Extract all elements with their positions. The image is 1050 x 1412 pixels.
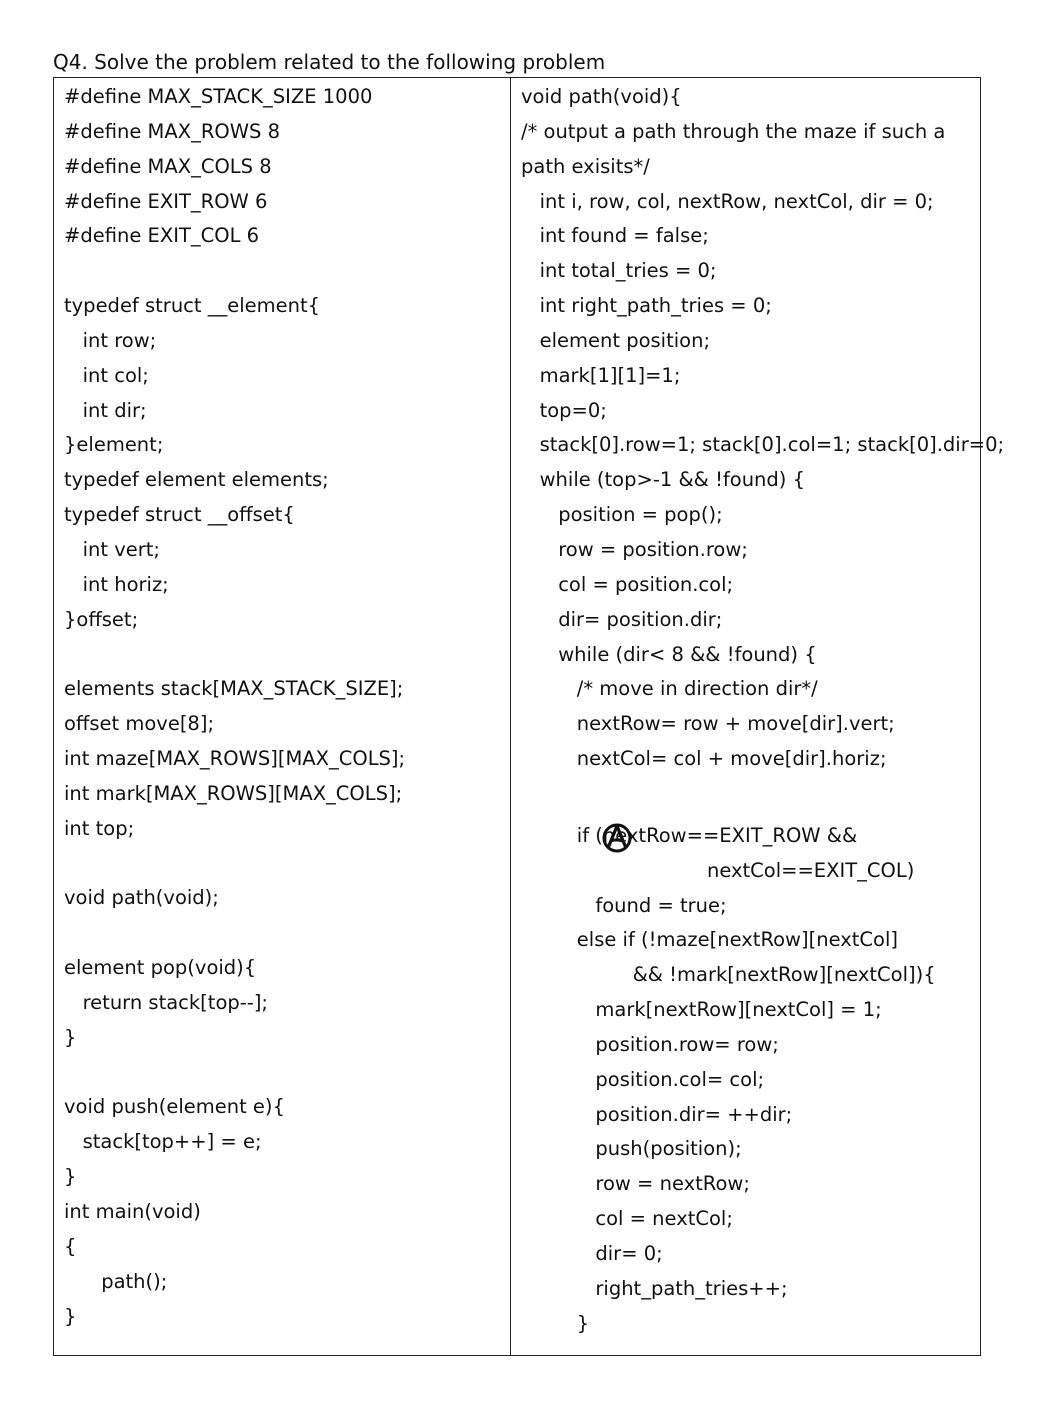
code-line: }element; xyxy=(64,433,164,457)
code-line: right_path_tries++; xyxy=(521,1276,788,1300)
anarchy-a-marker-icon xyxy=(602,823,632,853)
path-function-code-top xyxy=(521,80,1005,777)
code-line: void path(void){ xyxy=(521,85,682,108)
code-line: } xyxy=(64,1025,77,1049)
code-line: int right_path_tries = 0; xyxy=(521,294,772,318)
code-line: int col; xyxy=(64,363,149,387)
code-line xyxy=(64,254,504,289)
code-line: path exisits*/ xyxy=(521,154,650,178)
code-line: #define EXIT_COL 6 xyxy=(64,224,260,248)
code-line: int total_tries = 0; xyxy=(521,259,717,283)
code-line: else if (!maze[nextRow][nextCol] xyxy=(521,928,898,952)
code-line: } xyxy=(64,1165,77,1189)
code-line: nextRow= row + move[dir].vert; xyxy=(521,712,895,736)
code-line: nextCol= col + move[dir].horiz; xyxy=(521,747,887,771)
code-line: void path(void); xyxy=(64,886,219,910)
code-line: element position; xyxy=(521,328,711,352)
code-line: dir= position.dir; xyxy=(521,607,723,631)
code-line: offset move[8]; xyxy=(64,712,215,736)
code-line: #define EXIT_ROW 6 xyxy=(64,189,268,213)
code-line: && !mark[nextRow][nextCol]){ xyxy=(521,963,936,987)
code-line: void push(element e){ xyxy=(64,1095,285,1119)
code-line: position.dir= ++dir; xyxy=(521,1102,793,1126)
code-line: row = position.row; xyxy=(521,537,748,561)
code-line: int found = false; xyxy=(521,224,709,248)
code-line: int dir; xyxy=(64,398,147,422)
code-line: element pop(void){ xyxy=(64,956,257,980)
code-line: stack[0].row=1; stack[0].col=1; stack[0].dir=0; xyxy=(521,433,1005,457)
code-line: found = true; xyxy=(521,893,727,917)
code-line: col = position.col; xyxy=(521,572,734,596)
code-line: if (nextRow==EXIT_ROW && xyxy=(521,823,858,847)
code-line: mark[nextRow][nextCol] = 1; xyxy=(521,998,882,1022)
code-line: position.col= col; xyxy=(521,1067,765,1091)
code-line: int maze[MAX_ROWS][MAX_COLS]; xyxy=(64,747,406,771)
code-line: position.row= row; xyxy=(521,1032,779,1056)
code-line: int mark[MAX_ROWS][MAX_COLS]; xyxy=(64,781,403,805)
code-line: } xyxy=(64,1304,77,1328)
code-line: while (top>-1 && !found) { xyxy=(521,468,806,492)
code-line: push(position); xyxy=(521,1137,742,1161)
right-code-column xyxy=(521,80,1005,1342)
code-line: stack[top++] = e; xyxy=(64,1130,262,1154)
code-line: int i, row, col, nextRow, nextCol, dir = 0; xyxy=(521,189,934,213)
code-line xyxy=(64,847,504,882)
code-line: #define MAX_COLS 8 xyxy=(64,154,272,178)
code-line: nextCol==EXIT_COL) xyxy=(521,858,915,882)
code-line: path(); xyxy=(64,1269,168,1293)
code-line: mark[1][1]=1; xyxy=(521,363,681,387)
code-line: return stack[top--]; xyxy=(64,990,268,1014)
code-line: #define MAX_STACK_SIZE 1000 xyxy=(64,85,373,108)
code-line: row = nextRow; xyxy=(521,1172,750,1196)
code-line: /* move in direction dir*/ xyxy=(521,677,818,701)
code-line: typedef element elements; xyxy=(64,468,329,492)
code-line xyxy=(64,638,504,673)
code-line: int horiz; xyxy=(64,572,169,596)
code-line: }offset; xyxy=(64,607,139,631)
code-line: dir= 0; xyxy=(521,1242,663,1265)
code-line: typedef struct __element{ xyxy=(64,294,321,318)
code-line: int top; xyxy=(64,816,135,840)
path-function-code-bottom xyxy=(521,819,976,1342)
code-line: while (dir< 8 && !found) { xyxy=(521,642,817,666)
code-line: /* output a path through the maze if such a xyxy=(521,119,946,143)
code-line: int vert; xyxy=(64,537,160,561)
blank-marker-line xyxy=(521,777,976,819)
column-divider xyxy=(510,77,511,1356)
code-line: } xyxy=(521,1311,590,1335)
code-line: position = pop(); xyxy=(521,503,723,527)
code-line: { xyxy=(64,1234,77,1258)
code-line xyxy=(64,1056,504,1091)
question-title: Q4. Solve the problem related to the following problem xyxy=(53,50,606,74)
code-line: col = nextCol; xyxy=(521,1207,733,1231)
code-line: elements stack[MAX_STACK_SIZE]; xyxy=(64,677,404,701)
code-line: typedef struct __offset{ xyxy=(64,503,295,527)
code-line: int row; xyxy=(64,328,157,352)
code-line xyxy=(64,916,504,951)
code-line: top=0; xyxy=(521,398,607,422)
code-line: int main(void) xyxy=(64,1200,201,1223)
code-line: #define MAX_ROWS 8 xyxy=(64,119,280,143)
left-code-column xyxy=(64,80,504,1334)
